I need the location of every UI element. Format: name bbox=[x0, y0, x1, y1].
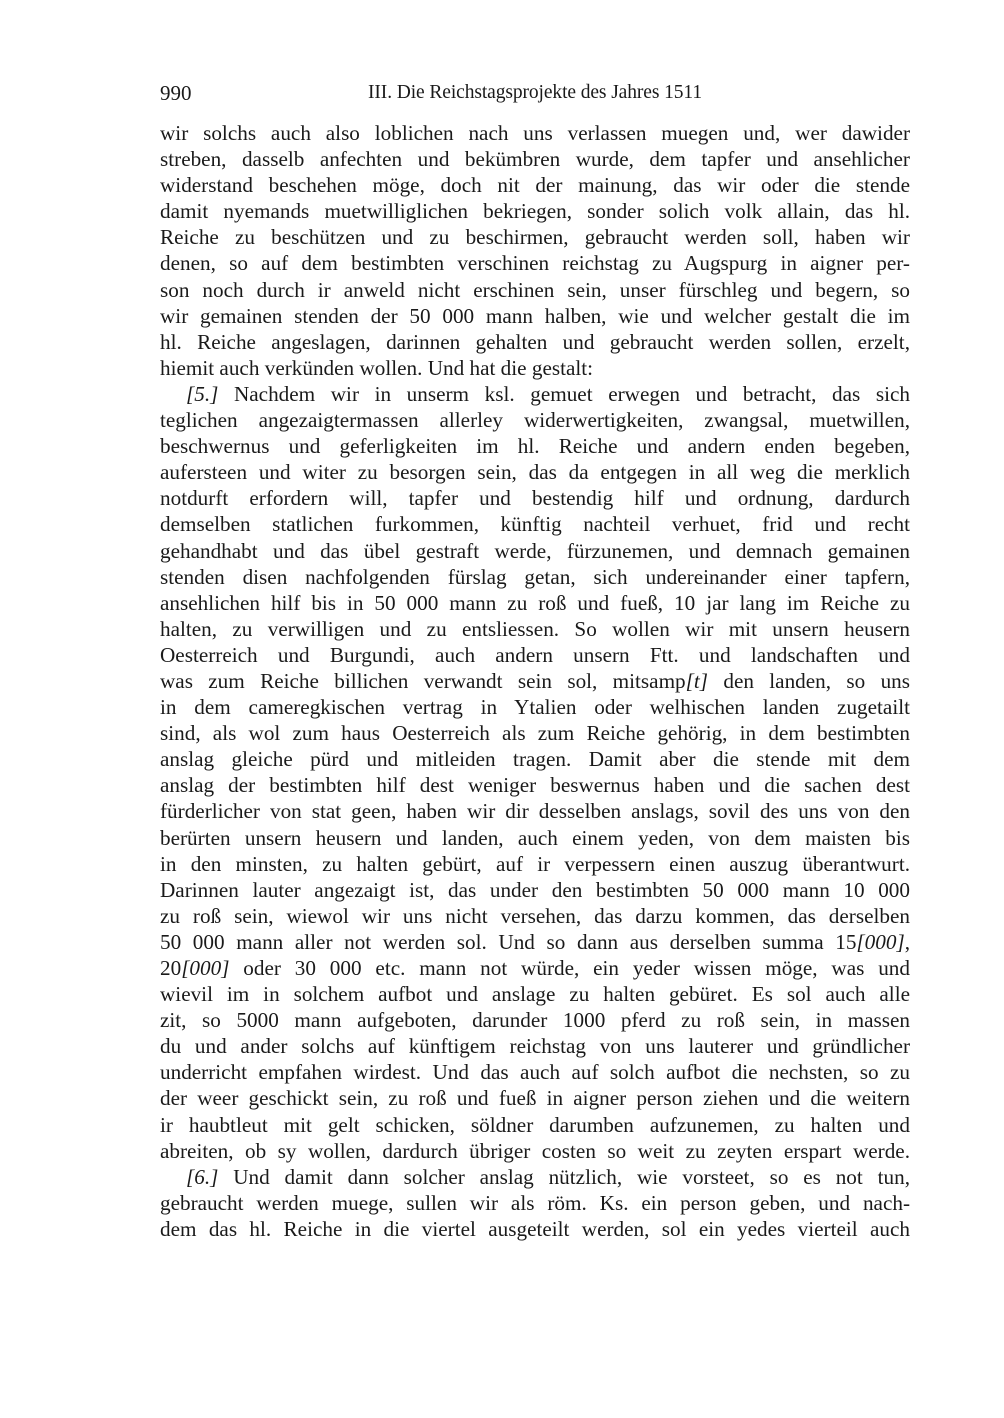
line-text: teglichen angezaigtermassen allerley widerwertigkeiten, zwangsal, muetwillen, bbox=[160, 408, 910, 433]
line-text: anslag gleiche pürd und mitleiden tragen. Damit aber die stende mit dem bbox=[160, 747, 910, 772]
line-text-continued: oder 30 000 etc. mann not würde, ein yeder wissen möge, was und bbox=[229, 956, 910, 980]
line-text: damit nyemands muetwilliglichen bekriegen, sonder solich volk allain, das hl. bbox=[160, 199, 910, 224]
line-text: widerstand beschehen möge, doch nit der mainung, das wir oder die stende bbox=[160, 173, 910, 198]
text-line bbox=[160, 1059, 910, 1085]
line-text-continued: den landen, so uns bbox=[708, 668, 910, 693]
line-text: Reiche zu beschützen und zu beschirmen, gebraucht werden soll, haben wir bbox=[160, 225, 910, 250]
text-line bbox=[160, 851, 910, 877]
line-text: Und damit dann solcher anslag nützlich, wie vorsteet, so es not tun, bbox=[218, 1164, 910, 1189]
line-text: wievil im in solchem aufbot und anslage zu halten gebüret. Es sol auch alle bbox=[160, 982, 910, 1007]
line-text: underricht empfahen wirdest. Und das auch auf solch aufbot die nechsten, so zu bbox=[160, 1060, 910, 1085]
text-line bbox=[160, 772, 910, 798]
text-line bbox=[160, 1033, 910, 1059]
line-text: demselben statlichen furkommen, künftig nachteil verhuet, frid und recht bbox=[160, 512, 910, 537]
text-line bbox=[160, 146, 910, 172]
line-text: sind, als wol zum haus Oesterreich als zum Reiche gehörig, in dem bestimbten bbox=[160, 721, 910, 746]
text-line bbox=[160, 1164, 910, 1190]
text-line bbox=[160, 798, 910, 824]
text-line bbox=[160, 538, 910, 564]
document-page bbox=[160, 78, 910, 1242]
line-text: in den minsten, zu halten gebürt, auf ir verpessern einen auszug überantwurt. bbox=[160, 851, 910, 876]
line-text: 20 bbox=[160, 956, 182, 980]
line-text: aufersteen und witer zu besorgen sein, das da entgegen in all weg die merklich bbox=[160, 460, 910, 485]
text-line bbox=[160, 694, 910, 720]
text-line bbox=[160, 355, 910, 381]
text-line bbox=[160, 407, 910, 433]
line-text: Nachdem wir in unserm ksl. gemuet erwegen und betracht, das sich bbox=[218, 381, 910, 406]
text-line bbox=[160, 642, 910, 668]
line-text: stenden disen nachfolgenden fürslag getan, sich undereinander einer tapfern, bbox=[160, 564, 910, 589]
line-text: dem das hl. Reiche in die viertel ausgeteilt werden, sol ein yedes vierteil auch bbox=[160, 1216, 910, 1241]
text-line bbox=[160, 668, 910, 694]
line-text: Darinnen lauter angezaigt ist, das under den bestimbten 50 000 mann 10 000 bbox=[160, 877, 910, 902]
line-text: gehandhabt und das übel gestraft werde, fürzunemen, und demnach gemainen bbox=[160, 538, 910, 563]
text-line bbox=[160, 381, 910, 407]
line-text: beschwernus und geferligkeiten im hl. Reiche und andern enden begeben, bbox=[160, 434, 910, 459]
section-number: [6.] bbox=[186, 1164, 219, 1189]
text-line bbox=[160, 120, 910, 146]
text-line bbox=[160, 1138, 910, 1164]
text-line bbox=[160, 303, 910, 329]
text-line bbox=[160, 825, 910, 851]
line-text: du und ander solchs auf künftigem reichstag von uns lauterer und gründlicher bbox=[160, 1034, 910, 1059]
line-text: denen, so auf dem bestimbten verschinen reichstag zu Augspurg in aigner per- bbox=[160, 251, 910, 276]
text-line bbox=[160, 929, 910, 955]
running-title: III. Die Reichstagsprojekte des Jahres 1511 bbox=[368, 82, 702, 103]
text-line bbox=[160, 224, 910, 250]
text-line bbox=[160, 277, 910, 303]
line-text: anslag der bestimbten hilf dest weniger beswernus haben und die sachen dest bbox=[160, 773, 910, 798]
text-line bbox=[160, 329, 910, 355]
page-number: 990 bbox=[160, 81, 192, 105]
line-text: fürderlicher von stat geen, haben wir dir desselben anslags, sovil des uns von den bbox=[160, 799, 910, 824]
line-text: zit, so 5000 mann aufgeboten, darunder 1000 pferd zu roß sein, in massen bbox=[160, 1008, 910, 1033]
text-line bbox=[160, 981, 910, 1007]
line-text: 50 000 mann aller not werden sol. Und so dann aus derselben summa 15 bbox=[160, 929, 857, 954]
line-text: wir gemainen stenden der 50 000 mann halben, wie und welcher gestalt die im bbox=[160, 303, 910, 328]
line-text: ir haubtleut mit gelt schicken, söldner darumben aufzunemen, zu halten und bbox=[160, 1112, 910, 1137]
text-line bbox=[160, 1007, 910, 1033]
line-text: abreiten, ob sy wollen, dardurch übriger costen so weit zu zeyten erspart werde. bbox=[160, 1138, 910, 1163]
text-line bbox=[160, 564, 910, 590]
line-text: notdurft erfordern will, tapfer und bestendig hilf und ordnung, dardurch bbox=[160, 486, 910, 511]
text-line bbox=[160, 198, 910, 224]
text-line bbox=[160, 511, 910, 537]
text-line bbox=[160, 1216, 910, 1242]
body-text bbox=[160, 120, 910, 1242]
text-line bbox=[160, 250, 910, 276]
line-text: hiemit auch verkünden wollen. Und hat die gestalt: bbox=[160, 355, 594, 380]
line-text: Oesterreich und Burgundi, auch andern unsern Ftt. und landschaften und bbox=[160, 642, 910, 667]
line-text: in dem cameregkischen vertrag in Ytalien oder welhischen landen zugetailt bbox=[160, 695, 910, 720]
text-line bbox=[160, 955, 910, 981]
text-line bbox=[160, 1085, 910, 1111]
line-text: streben, dasselb anfechten und bekümbren wurde, dem tapfer und ansehlicher bbox=[160, 147, 910, 172]
text-line bbox=[160, 1112, 910, 1138]
line-text: was zum Reiche billichen verwandt sein sol, mitsamp bbox=[160, 668, 686, 693]
running-header bbox=[160, 78, 910, 108]
section-number: [5.] bbox=[186, 381, 219, 406]
text-line bbox=[160, 1190, 910, 1216]
line-text: zu roß sein, wiewol wir uns nicht versehen, das darzu kommen, das derselben bbox=[160, 903, 910, 928]
text-line bbox=[160, 485, 910, 511]
line-text: ansehlichen hilf bis in 50 000 mann zu roß und fueß, 10 jar lang im Reiche zu bbox=[160, 590, 910, 615]
line-text: halten, zu verwilligen und zu entsliessen. So wollen wir mit unsern heusern bbox=[160, 616, 910, 641]
editorial-insertion: [000] bbox=[856, 929, 905, 954]
text-line bbox=[160, 877, 910, 903]
text-line bbox=[160, 746, 910, 772]
line-text: gebraucht werden muege, sullen wir als röm. Ks. ein person geben, und nach- bbox=[160, 1190, 910, 1215]
text-line bbox=[160, 590, 910, 616]
text-line bbox=[160, 172, 910, 198]
text-line bbox=[160, 720, 910, 746]
text-line bbox=[160, 903, 910, 929]
line-text: hl. Reiche angeslagen, darinnen gehalten und gebraucht werden sollen, erzelt, bbox=[160, 329, 910, 354]
line-text: son noch durch ir anweld nicht erschinen sein, unser fürschleg und begern, so bbox=[160, 277, 910, 302]
editorial-insertion: [000] bbox=[181, 956, 230, 980]
editorial-insertion: [t] bbox=[685, 668, 709, 693]
line-text-continued: , bbox=[904, 929, 910, 954]
line-text: berürten unsern heusern und landen, auch einem yeden, von dem maisten bis bbox=[160, 825, 910, 850]
text-line bbox=[160, 433, 910, 459]
text-line bbox=[160, 459, 910, 485]
text-line bbox=[160, 616, 910, 642]
line-text: wir solchs auch also loblichen nach uns verlassen muegen und, wer dawider bbox=[160, 121, 910, 145]
line-text: der weer geschickt sein, zu roß und fueß in aigner person ziehen und die weitern bbox=[160, 1086, 910, 1111]
